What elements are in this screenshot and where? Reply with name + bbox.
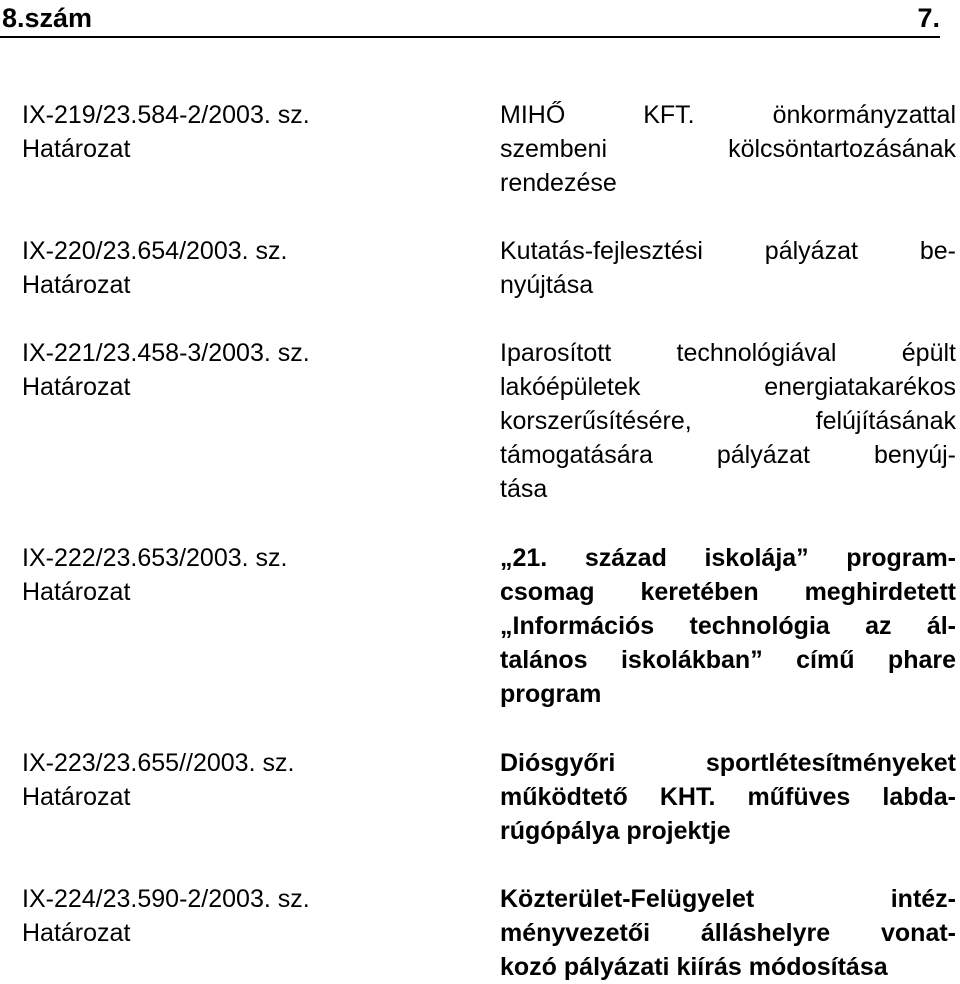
description-line: MIHŐ KFT. önkormányzattal [500,101,956,129]
issue-number: 8.szám [2,3,93,33]
description-line: működtető KHT. műfüves labda- [500,783,956,811]
description-line: Kutatás-fejlesztési pályázat be- [500,237,956,265]
decision-description [500,541,956,711]
description-line: csomag keretében meghirdetett [500,578,956,606]
decision-description [500,336,956,506]
description-line: Közterület-Felügyelet intéz- [500,885,956,913]
decision-reference [22,98,462,166]
description-line: korszerűsítésére, felújításának [500,407,956,435]
decision-reference [22,746,462,814]
decision-description [500,234,956,302]
reference-number: IX-221/23.458-3/2003. sz. [22,339,310,367]
description-line: kozó pályázati kiírás módosítása [500,953,888,981]
description-line: „Információs technológia az ál- [500,612,956,640]
description-line: lakóépületek energiatakarékos [500,373,956,401]
decision-description [500,746,956,848]
decision-reference [22,234,462,302]
decision-description [500,882,956,984]
description-line: Iparosított technológiával épült [500,339,956,367]
reference-type: Határozat [22,135,131,163]
reference-number: IX-224/23.590-2/2003. sz. [22,885,310,913]
description-line: program [500,680,602,708]
decision-description [500,98,956,200]
reference-type: Határozat [22,373,131,401]
page-number: 7. [917,3,940,33]
description-line: „21. század iskolája” program- [500,544,956,572]
description-line: nyújtása [500,271,594,299]
reference-type: Határozat [22,919,131,947]
reference-number: IX-223/23.655//2003. sz. [22,749,295,777]
reference-type: Határozat [22,271,131,299]
reference-number: IX-220/23.654/2003. sz. [22,237,288,265]
description-line: ményvezetői álláshelyre vonat- [500,919,956,947]
decision-reference [22,541,462,609]
description-line: szembeni kölcsöntartozásának [500,135,956,163]
decision-reference [22,336,462,404]
description-line: talános iskolákban” című phare [500,646,956,674]
description-line: tása [500,475,548,503]
description-line: támogatására pályázat benyúj- [500,441,956,469]
decision-reference [22,882,462,950]
description-line: rúgópálya projektje [500,817,731,845]
reference-type: Határozat [22,578,131,606]
reference-number: IX-222/23.653/2003. sz. [22,544,288,572]
reference-type: Határozat [22,783,131,811]
description-line: rendezése [500,169,617,197]
page-header [0,0,940,38]
reference-number: IX-219/23.584-2/2003. sz. [22,101,310,129]
description-line: Diósgyőri sportlétesítményeket [500,749,956,777]
